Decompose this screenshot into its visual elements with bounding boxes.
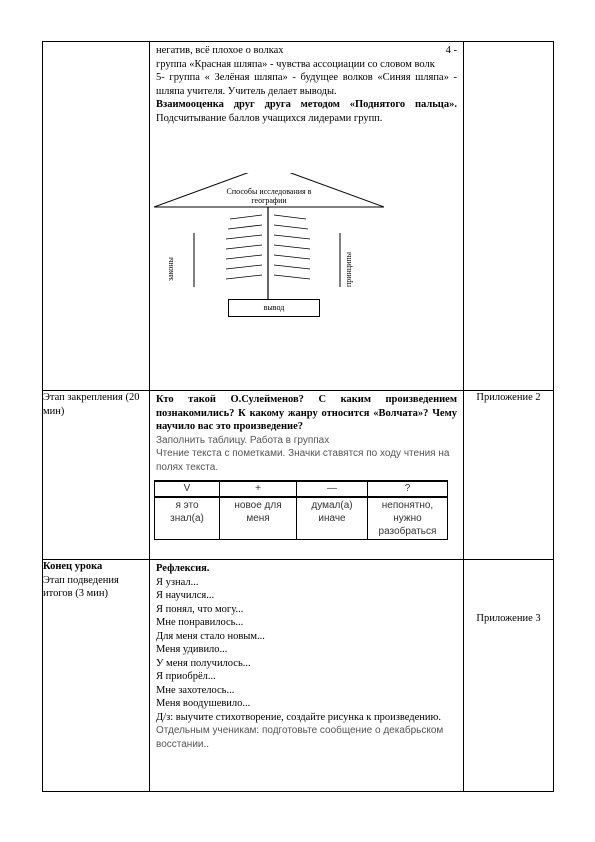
stage-cell bbox=[43, 560, 150, 792]
question-text: Кто такой О.Сулейменов? С каким произведением познакомились? К какому жанру относится «Волчата»? Чему научило вас это произведение? bbox=[156, 394, 457, 432]
table-header-cell: + bbox=[220, 481, 297, 497]
stage-label: Этап подведения итогов (3 мин) bbox=[43, 574, 119, 599]
text-fragment: негатив, всё плохое о волках bbox=[156, 45, 284, 56]
text-line: группа «Красная шляпа» - чувства ассоциации со словом волк bbox=[156, 58, 435, 70]
reflection-item: Я понял, что могу... bbox=[156, 603, 244, 615]
stage-label: Этап закрепления (20 мин) bbox=[43, 392, 140, 417]
reading-marks-table bbox=[154, 480, 448, 540]
appendix-cell bbox=[464, 391, 554, 560]
stage-cell bbox=[43, 42, 150, 391]
assessment-paragraph bbox=[156, 98, 457, 125]
assessment-note: Подсчитывание баллов учащихся лидерами групп. bbox=[156, 112, 383, 124]
lesson-plan-table bbox=[42, 41, 554, 792]
text-line bbox=[156, 44, 457, 58]
reflection-item: У меня получилось... bbox=[156, 657, 251, 669]
reflection-item: Меня удивило... bbox=[156, 644, 228, 655]
table-cell: думал(а) иначе bbox=[297, 497, 368, 540]
appendix-cell bbox=[464, 560, 554, 792]
task-text: Заполнить таблицу. Работа в группах bbox=[156, 434, 330, 446]
text-fragment: 4 - bbox=[445, 45, 457, 56]
text-line: 5- группа « Зелёная шляпа» - будущее волков «Синяя шляпа» - шляпа учителя. Учитель делает выводы. bbox=[156, 72, 457, 97]
appendix-cell bbox=[464, 42, 554, 391]
reflection-item: Мне захотелось... bbox=[156, 684, 235, 696]
content-cell bbox=[150, 560, 464, 792]
diagram-conclusion-box: вывод bbox=[228, 299, 320, 317]
table-row bbox=[43, 391, 554, 560]
content-cell bbox=[150, 391, 464, 560]
reflection-item: Для меня стало новым... bbox=[156, 630, 265, 642]
diagram-right-label bbox=[342, 235, 356, 295]
research-methods-diagram bbox=[154, 173, 384, 333]
reflection-item: Меня воодушевило... bbox=[156, 698, 251, 709]
table-cell: непонятно, нужно разобраться bbox=[368, 497, 448, 540]
homework-text: Д/з: выучите стихотворение, создайте рисунка к произведению. bbox=[156, 711, 442, 723]
task-text: Чтение текста с пометками. Значки ставятся по ходу чтения на полях текста. bbox=[156, 448, 450, 473]
table-row bbox=[155, 497, 448, 540]
diagram-left-label bbox=[164, 235, 178, 295]
reflection-item: Я приобрёл... bbox=[156, 671, 216, 682]
table-row bbox=[43, 42, 554, 391]
reflection-title: Рефлексия. bbox=[156, 563, 210, 574]
reflection-item: Я научился... bbox=[156, 590, 215, 601]
individual-task-text: Отдельным ученикам: подготовьте сообщение о декабрьском восстании.. bbox=[156, 725, 444, 750]
table-cell: новое для меня bbox=[220, 497, 297, 540]
content-cell bbox=[150, 42, 464, 391]
table-row bbox=[43, 560, 554, 792]
table-header-cell: — bbox=[297, 481, 368, 497]
assessment-method: Взаимооценка друг друга методом «Поднятого пальца». bbox=[156, 99, 457, 110]
table-header-row bbox=[155, 481, 448, 497]
table-header-cell: V bbox=[155, 481, 220, 497]
diagram-left-text: законы bbox=[166, 257, 175, 281]
reflection-item: Я узнал... bbox=[156, 576, 199, 588]
stage-cell bbox=[43, 391, 150, 560]
appendix-label: Приложение 3 bbox=[476, 613, 541, 624]
reflection-item: Мне понравилось... bbox=[156, 617, 244, 628]
diagram-roof-label: Способы исследования в географии bbox=[226, 187, 312, 205]
diagram-right-text: принципы bbox=[344, 251, 353, 287]
appendix-label: Приложение 2 bbox=[476, 392, 541, 403]
stage-title: Конец урока bbox=[43, 561, 103, 572]
table-header-cell: ? bbox=[368, 481, 448, 497]
table-cell: я это знал(а) bbox=[155, 497, 220, 540]
